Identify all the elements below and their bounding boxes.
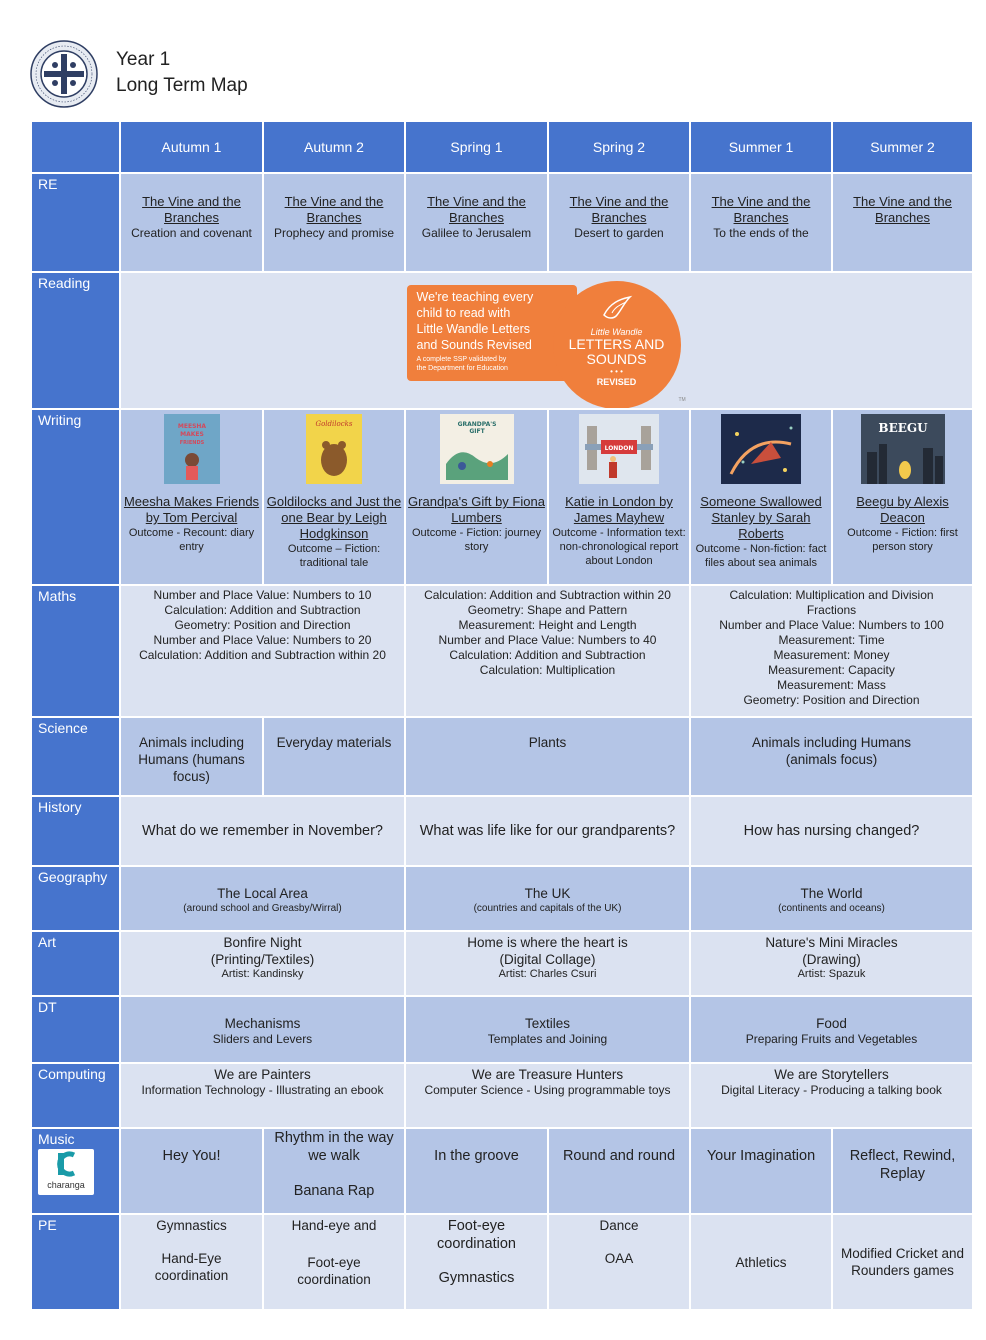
geography-sub: (around school and Greasby/Wirral) <box>183 903 342 914</box>
writing-outcome: Outcome - Fiction: first person story <box>847 527 958 553</box>
little-wandle-banner <box>407 285 577 381</box>
badge-line: child to read with <box>416 305 511 320</box>
music-unit: Banana Rap <box>293 1183 375 1199</box>
maths-autumn-cell <box>120 585 405 717</box>
maths-topic: Measurement: Time <box>778 633 885 647</box>
science-autumn1: Animals including Humans (humans focus) <box>120 717 263 796</box>
maths-topic: Geometry: Shape and Pattern <box>467 603 628 617</box>
geography-title: The Local Area <box>217 886 308 901</box>
badge-small: the Department for Education <box>416 364 508 372</box>
map-subtitle: Long Term Map <box>116 75 248 96</box>
badge-dots: • • • <box>610 366 623 376</box>
dt-row <box>31 996 973 1063</box>
re-subtitle: Desert to garden <box>574 226 664 240</box>
term-spring-1: Spring 1 <box>405 121 548 173</box>
little-wandle-badge <box>407 281 687 401</box>
page-title <box>116 47 248 99</box>
art-spring <box>405 931 690 996</box>
long-term-map-table <box>30 120 974 1311</box>
computing-sub: Digital Literacy - Producing a talking book <box>721 1083 942 1097</box>
book-cover-grandpa <box>440 414 514 484</box>
book-cover-beegu <box>861 414 945 484</box>
svg-text:GRANDPA'S: GRANDPA'S <box>457 421 496 428</box>
writing-book-link[interactable]: Beegu by Alexis Deacon <box>856 494 949 525</box>
geography-autumn <box>120 866 405 931</box>
dt-summer <box>690 996 973 1063</box>
writing-cell <box>263 409 405 585</box>
maths-topic: Measurement: Money <box>773 648 890 662</box>
maths-topic: Calculation: Addition and Subtraction <box>449 648 646 662</box>
reading-cell <box>120 272 973 409</box>
pe-activity: Foot-eye coordination <box>437 1218 516 1252</box>
maths-topic: Number and Place Value: Numbers to 100 <box>719 618 944 632</box>
badge-revised: REVISED <box>596 376 637 387</box>
reading-row <box>31 272 973 409</box>
svg-text:MAKES: MAKES <box>179 431 204 438</box>
geography-title: The World <box>800 886 863 901</box>
subject-reading: Reading <box>31 272 120 409</box>
maths-topic: Geometry: Position and Direction <box>743 693 920 707</box>
writing-cell <box>548 409 690 585</box>
science-autumn2: Everyday materials <box>263 717 405 796</box>
re-subtitle: Creation and covenant <box>131 226 252 240</box>
re-subtitle: To the ends of the <box>713 226 809 240</box>
art-title: Nature's Mini Miracles <box>765 935 898 950</box>
subject-dt: DT <box>31 996 120 1063</box>
computing-title: We are Treasure Hunters <box>471 1067 624 1082</box>
writing-cell <box>405 409 548 585</box>
history-spring: What was life like for our grandparents? <box>405 796 690 866</box>
subject-maths: Maths <box>31 585 120 717</box>
pe-autumn1 <box>120 1214 263 1310</box>
re-title-link[interactable]: The Vine and the Branches <box>427 194 526 225</box>
art-title: Bonfire Night <box>223 935 302 950</box>
charanga-icon <box>50 1151 82 1177</box>
maths-row <box>31 585 973 717</box>
pe-activity: Dance <box>599 1218 639 1233</box>
svg-text:Goldilocks: Goldilocks <box>315 420 353 428</box>
writing-cell <box>832 409 973 585</box>
maths-topic: Geometry: Position and Direction <box>174 618 351 632</box>
badge-line: and Sounds Revised <box>416 337 532 352</box>
geography-sub: (continents and oceans) <box>778 903 885 914</box>
re-subtitle: Galilee to Jerusalem <box>421 226 532 240</box>
science-summer-line: (animals focus) <box>785 752 878 767</box>
subject-pe: PE <box>31 1214 120 1310</box>
school-logo <box>30 40 98 108</box>
dt-spring <box>405 996 690 1063</box>
dt-title: Mechanisms <box>224 1016 301 1031</box>
svg-text:LONDON: LONDON <box>604 445 634 452</box>
maths-topic: Calculation: Addition and Subtraction within 20 <box>139 648 386 662</box>
charanga-logo <box>38 1149 94 1195</box>
subject-re: RE <box>31 173 120 272</box>
writing-row <box>31 409 973 585</box>
pe-activity: Hand-Eye coordination <box>154 1251 229 1283</box>
music-spring1: In the groove <box>405 1128 548 1214</box>
maths-topic: Calculation: Addition and Subtraction within 20 <box>424 588 671 602</box>
writing-book-link[interactable]: Katie in London by James Mayhew <box>565 494 673 525</box>
computing-summer <box>690 1063 973 1128</box>
badge-line: Little Wandle Letters <box>416 321 530 336</box>
science-spring: Plants <box>405 717 690 796</box>
science-row <box>31 717 973 796</box>
computing-title: We are Painters <box>214 1067 311 1082</box>
computing-sub: Information Technology - Illustrating an ebook <box>141 1083 384 1097</box>
book-cover-stanley <box>721 414 801 484</box>
badge-letters: LETTERS AND <box>568 335 665 352</box>
svg-text:BEEGU: BEEGU <box>877 421 928 435</box>
pe-row <box>31 1214 973 1310</box>
re-cell <box>405 173 548 272</box>
book-cover-katie-london <box>579 414 659 484</box>
maths-topic: Number and Place Value: Numbers to 40 <box>438 633 657 647</box>
term-summer-2: Summer 2 <box>832 121 973 173</box>
art-artist: Artist: Charles Csuri <box>498 968 597 980</box>
charanga-label: charanga <box>47 1180 85 1190</box>
subject-computing: Computing <box>31 1063 120 1128</box>
svg-text:FRIENDS: FRIENDS <box>179 440 204 446</box>
writing-cell <box>690 409 832 585</box>
maths-topic: Measurement: Mass <box>777 678 886 692</box>
subject-music-label: Music <box>38 1131 75 1147</box>
music-row <box>31 1128 973 1214</box>
term-autumn-2: Autumn 2 <box>263 121 405 173</box>
writing-book-link[interactable]: Grandpa's Gift by Fiona Lumbers <box>408 494 545 525</box>
badge-script: Little Wandle <box>590 326 643 337</box>
history-autumn: What do we remember in November? <box>120 796 405 866</box>
re-title-link[interactable]: The Vine and the Branches <box>284 194 384 225</box>
dt-title: Textiles <box>524 1016 570 1031</box>
art-autumn <box>120 931 405 996</box>
maths-topic: Calculation: Multiplication and Division <box>729 588 934 602</box>
pe-autumn2 <box>263 1214 405 1310</box>
book-cover-meesha <box>164 414 220 484</box>
art-artist: Artist: Kandinsky <box>221 968 304 980</box>
computing-row <box>31 1063 973 1128</box>
art-medium: (Digital Collage) <box>499 952 596 967</box>
art-row <box>31 931 973 996</box>
science-summer-line: Animals including Humans <box>751 735 912 750</box>
music-summer2: Reflect, Rewind, Replay <box>832 1128 973 1214</box>
term-autumn-1: Autumn 1 <box>120 121 263 173</box>
geography-row <box>31 866 973 931</box>
computing-title: We are Storytellers <box>774 1067 889 1082</box>
writing-outcome: Outcome - Non-fiction: fact files about sea animals <box>695 543 827 569</box>
maths-topic: Calculation: Addition and Subtraction <box>164 603 361 617</box>
writing-book-link[interactable]: Goldilocks and Just the one Bear by Leigh Hodgkinson <box>266 494 402 541</box>
computing-autumn <box>120 1063 405 1128</box>
badge-tm: TM <box>678 396 686 403</box>
writing-outcome: Outcome - Information text: non-chronological report about London <box>552 527 686 567</box>
term-spring-2: Spring 2 <box>548 121 690 173</box>
re-title-link[interactable]: The Vine and the Branches <box>569 194 669 225</box>
history-row <box>31 796 973 866</box>
computing-spring <box>405 1063 690 1128</box>
re-row <box>31 173 973 272</box>
maths-spring-cell <box>405 585 690 717</box>
dt-sub: Sliders and Levers <box>212 1032 313 1046</box>
re-title-link[interactable]: The Vine and the Branches <box>142 194 241 225</box>
term-header-row <box>31 121 973 173</box>
re-cell <box>263 173 405 272</box>
pe-activity: Gymnastics <box>156 1218 227 1233</box>
pe-summer2: Modified Cricket and Rounders games <box>832 1214 973 1310</box>
music-summer1: Your Imagination <box>690 1128 832 1214</box>
art-summer <box>690 931 973 996</box>
dt-autumn <box>120 996 405 1063</box>
badge-line: We're teaching every <box>416 289 534 304</box>
science-summer <box>690 717 973 796</box>
pe-summer1: Athletics <box>690 1214 832 1310</box>
writing-outcome: Outcome – Fiction: traditional tale <box>287 543 381 569</box>
badge-sounds: SOUNDS <box>586 350 647 367</box>
geography-title: The UK <box>524 886 571 901</box>
re-subtitle: Prophecy and promise <box>273 226 395 240</box>
writing-book-link[interactable]: Meesha Makes Friends by Tom Percival <box>123 494 260 525</box>
maths-topic: Fractions <box>806 603 857 617</box>
writing-book-link[interactable]: Someone Swallowed Stanley by Sarah Roberts <box>700 494 822 541</box>
art-medium: (Printing/Textiles) <box>210 952 315 967</box>
badge-small: A complete SSP validated by <box>416 355 507 363</box>
bird-icon <box>600 293 634 327</box>
geography-spring <box>405 866 690 931</box>
pe-activity: Hand-eye and <box>291 1218 377 1233</box>
re-cell <box>548 173 690 272</box>
year-title: Year 1 <box>116 49 171 70</box>
maths-topic: Measurement: Capacity <box>768 663 895 677</box>
subject-writing: Writing <box>31 409 120 585</box>
geography-sub: (countries and capitals of the UK) <box>473 903 622 914</box>
pe-activity: Foot-eye coordination <box>297 1255 371 1287</box>
music-unit: Rhythm in the way we walk <box>274 1130 394 1164</box>
pe-spring2 <box>548 1214 690 1310</box>
term-summer-1: Summer 1 <box>690 121 832 173</box>
subject-geography: Geography <box>31 866 120 931</box>
subject-history: History <box>31 796 120 866</box>
writing-outcome: Outcome - Recount: diary entry <box>128 527 255 553</box>
pe-spring1 <box>405 1214 548 1310</box>
svg-text:MEESHA: MEESHA <box>177 423 206 430</box>
music-autumn2 <box>263 1128 405 1214</box>
computing-sub: Computer Science - Using programmable toys <box>424 1083 671 1097</box>
writing-outcome: Outcome - Fiction: journey story <box>412 527 541 553</box>
maths-topic: Calculation: Multiplication <box>479 663 616 677</box>
music-spring2: Round and round <box>548 1128 690 1214</box>
re-title-link[interactable]: The Vine and the Branches <box>853 194 952 225</box>
corner-cell <box>31 121 120 173</box>
dt-sub: Templates and Joining <box>487 1032 608 1046</box>
music-autumn1: Hey You! <box>120 1128 263 1214</box>
art-artist: Artist: Spazuk <box>797 968 866 980</box>
re-title-link[interactable]: The Vine and the Branches <box>711 194 811 225</box>
little-wandle-circle <box>553 281 681 409</box>
subject-music <box>31 1128 120 1214</box>
pe-activity: Gymnastics <box>438 1270 515 1286</box>
maths-summer-cell <box>690 585 973 717</box>
maths-topic: Number and Place Value: Numbers to 10 <box>153 588 372 602</box>
dt-title: Food <box>816 1016 847 1031</box>
geography-summer <box>690 866 973 931</box>
re-cell <box>120 173 263 272</box>
book-cover-goldilocks <box>306 414 362 484</box>
pe-activity: OAA <box>604 1251 634 1266</box>
subject-art: Art <box>31 931 120 996</box>
re-cell <box>832 173 973 272</box>
writing-cell <box>120 409 263 585</box>
art-medium: (Drawing) <box>802 952 861 967</box>
re-cell <box>690 173 832 272</box>
dt-sub: Preparing Fruits and Vegetables <box>745 1032 918 1046</box>
subject-science: Science <box>31 717 120 796</box>
maths-topic: Number and Place Value: Numbers to 20 <box>153 633 372 647</box>
history-summer: How has nursing changed? <box>690 796 973 866</box>
art-title: Home is where the heart is <box>467 935 628 950</box>
svg-text:GIFT: GIFT <box>468 428 485 435</box>
maths-topic: Measurement: Height and Length <box>458 618 637 632</box>
